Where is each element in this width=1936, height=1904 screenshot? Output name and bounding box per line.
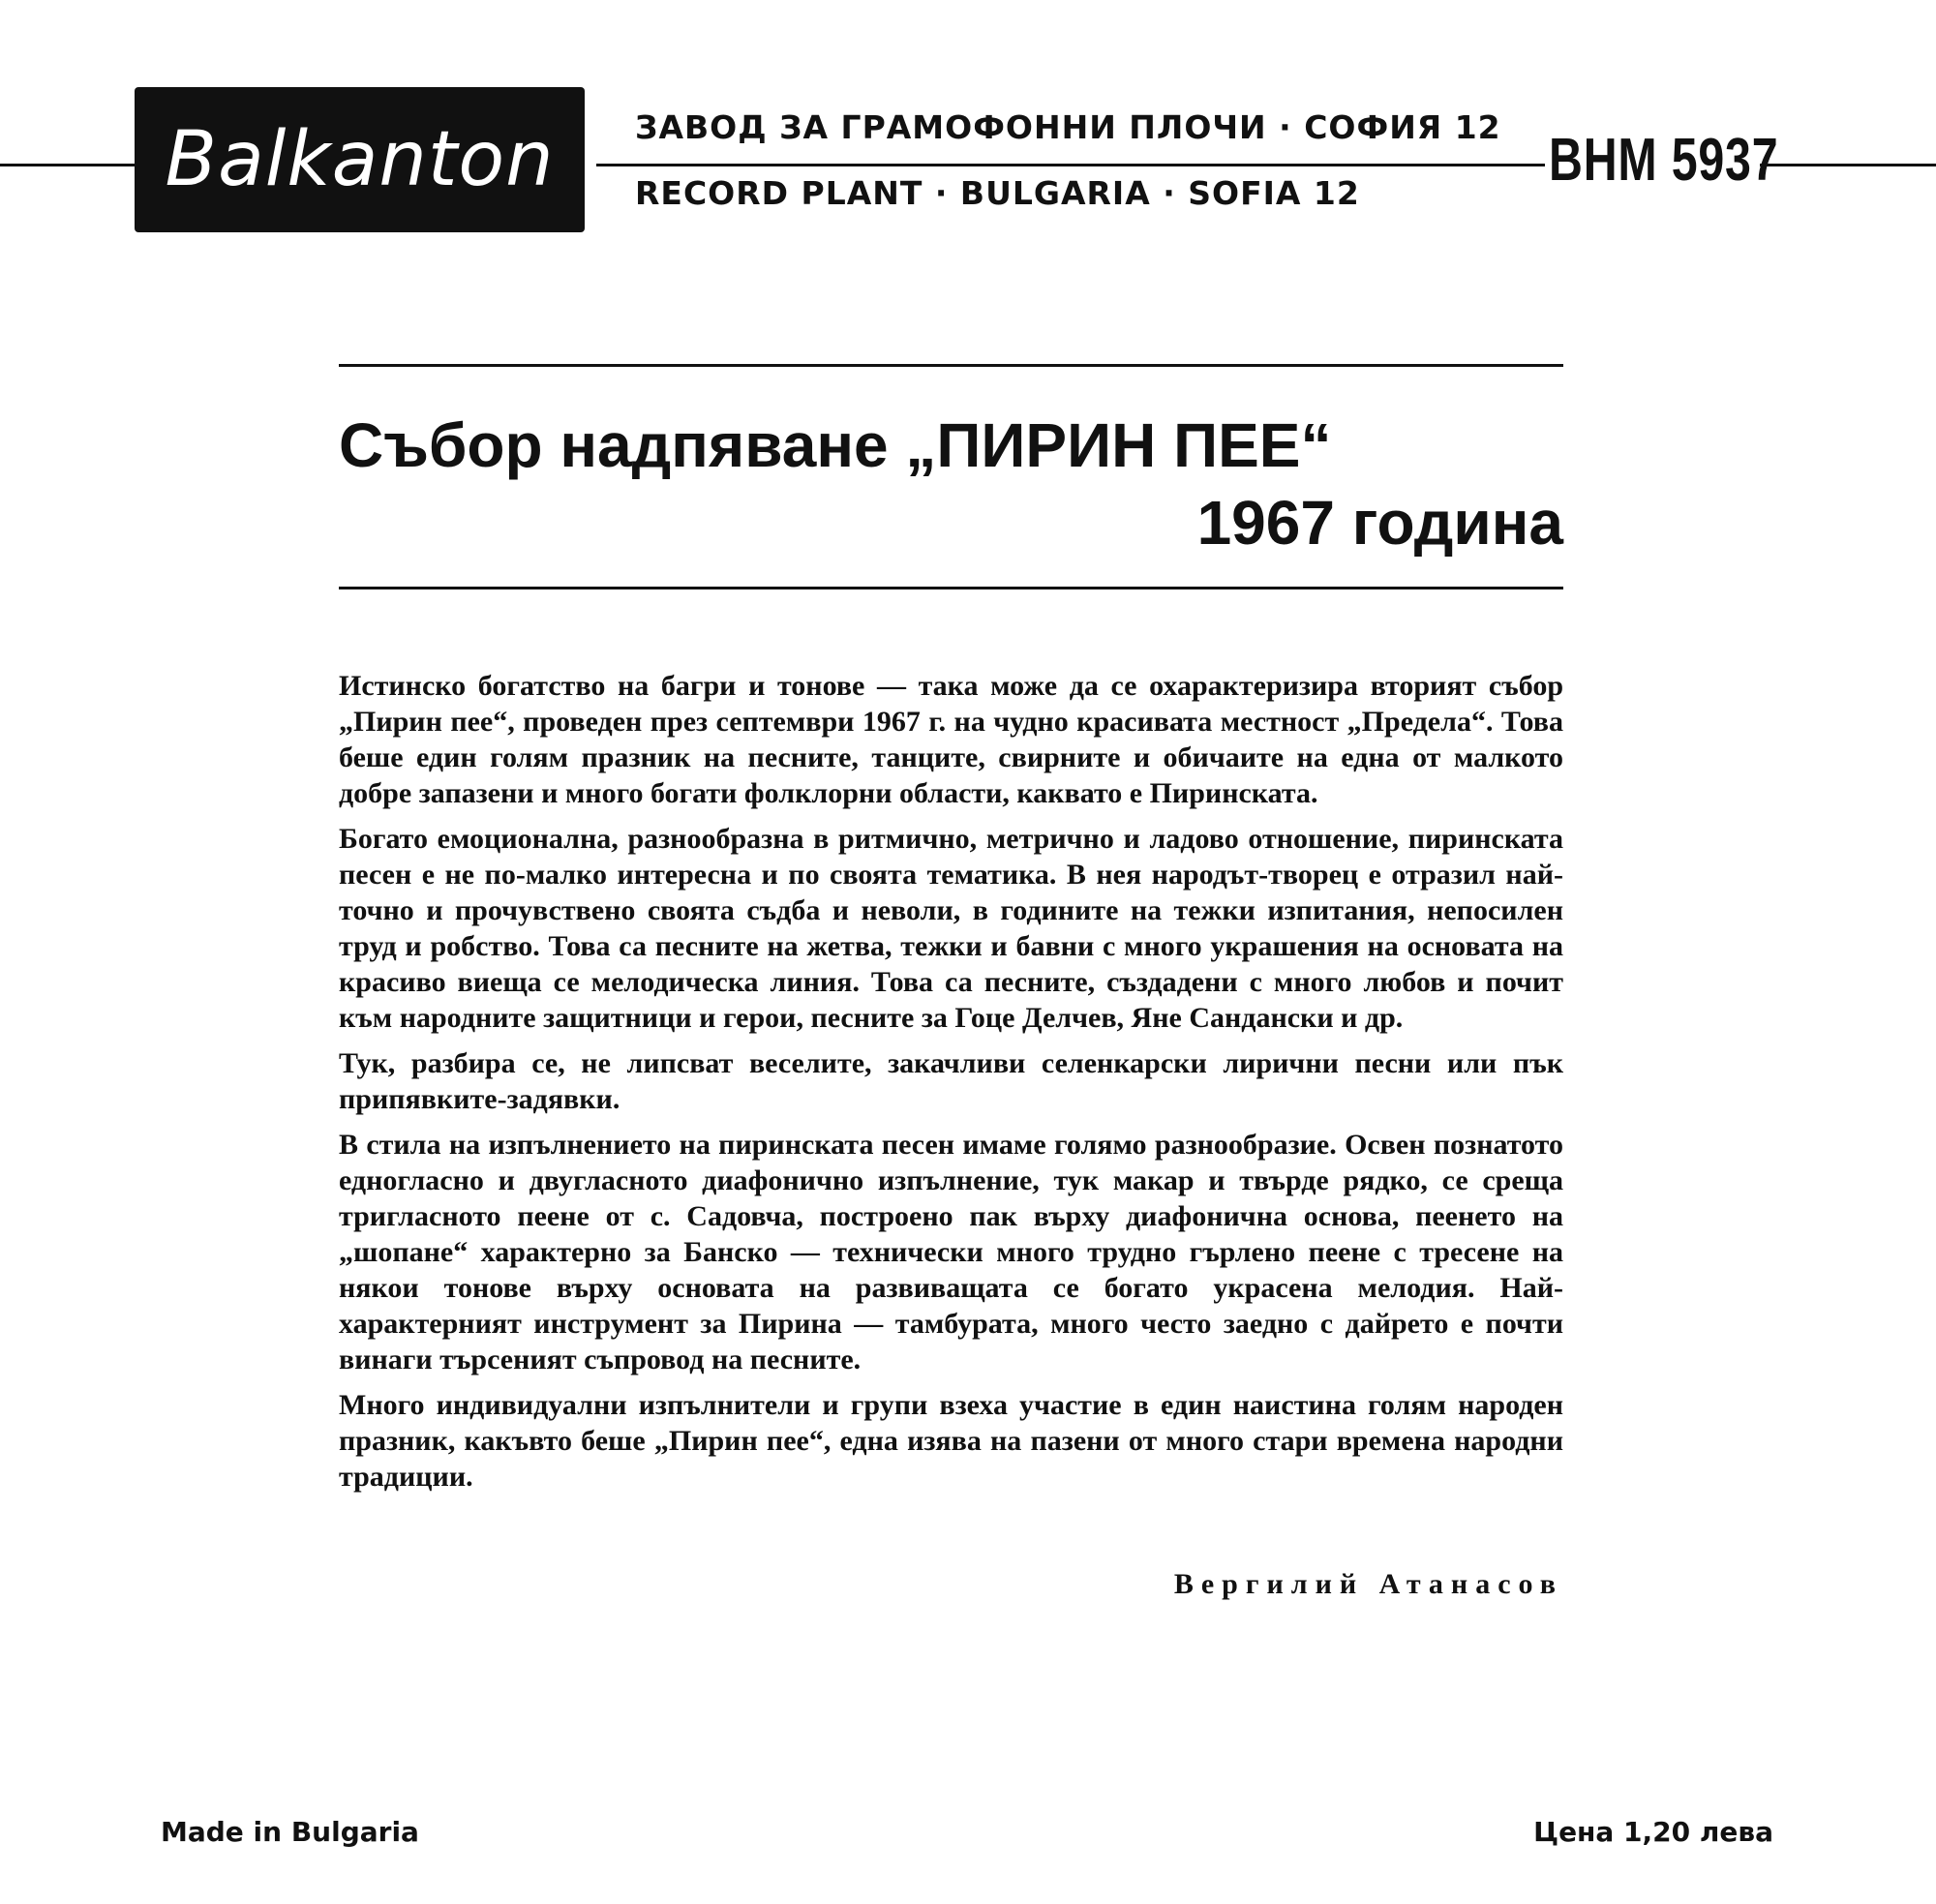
title-rule-top bbox=[339, 364, 1563, 367]
paragraph: Тук, разбира се, не липсват веселите, закачливи селенкарски лирични песни или пък припявките-задявки. bbox=[339, 1047, 1563, 1115]
plant-name-english: RECORD PLANT · BULGARIA · SOFIA 12 bbox=[635, 174, 1360, 212]
paragraph: Богато емоционална, разнообразна в ритмично, метрично и ладово отношение, пиринската песен е не по-малко интересна и по своята тематика. В нея народът-творец е отразил най-точно и прочувствено своята съдба и неволи, в годините на тежки изпитания, непосилен труд и робство. Това са песните на жетва, тежки и бавни с много украшения на основата на красиво виеща се мелодическа линия. Това са песните, създадени с много любов и почит към народните защитници и герои, песните за Гоце Делчев, Яне Сандански и др. bbox=[339, 823, 1563, 1034]
album-title: Събор надпяване „ПИРИН ПЕЕ“ bbox=[339, 410, 1332, 480]
catalog-number: ВНМ 5937 bbox=[1549, 127, 1779, 194]
made-in-label: Made in Bulgaria bbox=[161, 1816, 419, 1848]
paragraph: Много индивидуални изпълнители и групи взеха участие в един наистина голям народен празник, какъвто беше „Пирин пее“, една изява на пазени от много стари времена народни традиции. bbox=[339, 1389, 1563, 1493]
balkanton-logo bbox=[135, 87, 585, 232]
album-year: 1967 година bbox=[1196, 488, 1563, 558]
paragraph: В стила на изпълнението на пиринската песен имаме голямо разнообразие. Освен познатото едногласно и двугласното диафонично изпълнение, тук макар и твърде рядко, се среща тригласното пеене от с. Садовча, построено пак върху диафонична основа, пеенето на „шопане“ характерно за Банско — технически много трудно гърлено пеене с тресене на някои тонове върху основата на развиващата се богато украсена мелодия. Най-характерният инструмент за Пирина — тамбурата, много често заедно с дайрето е почти винаги търсеният съпровод на песните. bbox=[339, 1129, 1563, 1375]
plant-name-bulgarian: ЗАВОД ЗА ГРАМОФОННИ ПЛОЧИ · СОФИЯ 12 bbox=[635, 108, 1501, 146]
header-rule-middle bbox=[596, 164, 1545, 166]
price-label: Цена 1,20 лева bbox=[1533, 1816, 1773, 1848]
header-rule-right bbox=[1760, 164, 1936, 166]
header-rule-left bbox=[0, 164, 136, 166]
liner-notes bbox=[339, 668, 1563, 1504]
logo-text: Balkanton bbox=[165, 116, 555, 203]
author-signature: Вергилий Атанасов bbox=[1173, 1568, 1563, 1600]
paragraph: Истинско богатство на багри и тонове — така може да се охарактеризира вторият събор „Пирин пее“, проведен през септември 1967 г. на чудно красивата местност „Предела“. Това беше един голям празник на песните, танците, свирните и обичаите на една от малкото добре запазени и много богати фолклорни области, каквато е Пиринската. bbox=[339, 670, 1563, 809]
title-rule-bottom bbox=[339, 587, 1563, 589]
